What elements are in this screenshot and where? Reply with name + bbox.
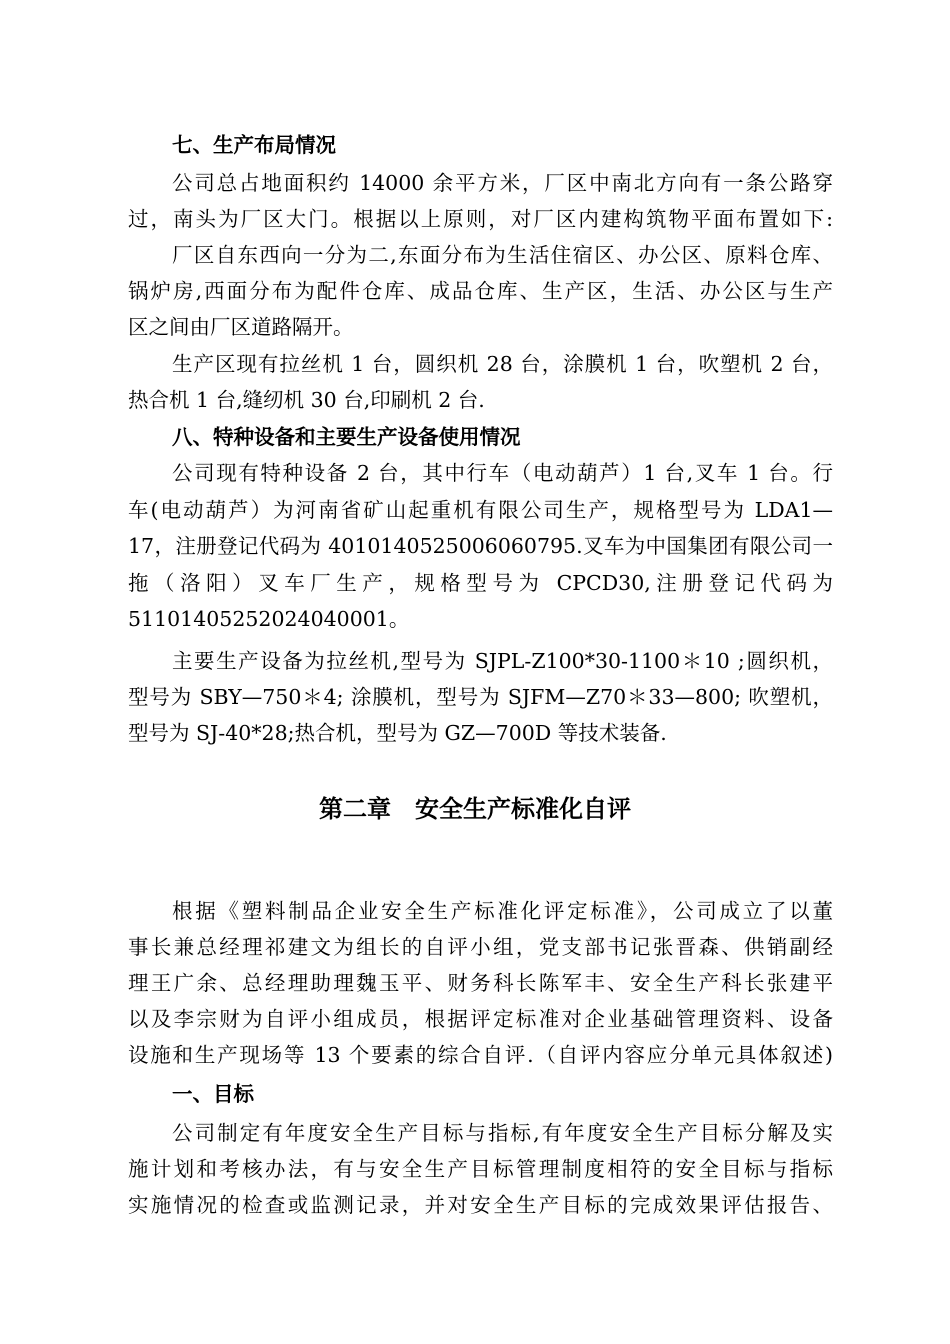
paragraph-line: 公司总占地面积约 14000 余平方米，厂区中南北方向有一条公路穿: [172, 171, 833, 195]
paragraph-line: 17，注册登记代码为 4010140525006060795.叉车为中国集团有限公司一: [128, 534, 833, 558]
paragraph-line: 公司制定有年度安全生产目标与指标,有年度安全生产目标分解及实: [172, 1121, 833, 1145]
paragraph-line: 型号为 SBY—750＊4; 涂膜机，型号为 SJFM—Z70＊33—800; 吹塑机，: [128, 685, 833, 709]
subsection-heading-goals: 一、目标: [172, 1082, 254, 1106]
section-heading-special-equipment: 八、特种设备和主要生产设备使用情况: [172, 425, 521, 449]
paragraph-line: 车(电动葫芦）为河南省矿山起重机有限公司生产，规格型号为 LDA1—: [128, 498, 833, 522]
chapter-title: 第二章 安全生产标准化自评: [319, 795, 631, 823]
paragraph-line: 区之间由厂区道路隔开。: [128, 315, 354, 339]
paragraph-line: 以及李宗财为自评小组成员，根据评定标准对企业基础管理资料、设备: [128, 1007, 833, 1031]
paragraph-line: 公司现有特种设备 2 台，其中行车（电动葫芦）1 台,叉车 1 台。行: [172, 461, 833, 485]
paragraph-line: 热合机 1 台,缝纫机 30 台,印刷机 2 台.: [128, 388, 485, 412]
paragraph-line: 实施情况的检查或监测记录，并对安全生产目标的完成效果评估报告、: [128, 1193, 833, 1217]
paragraph-line: 生产区现有拉丝机 1 台，圆织机 28 台，涂膜机 1 台，吹塑机 2 台，: [172, 352, 833, 376]
paragraph-line: 施计划和考核办法，有与安全生产目标管理制度相符的安全目标与指标: [128, 1157, 833, 1181]
paragraph-line: 51101405252024040001。: [128, 607, 410, 631]
paragraph-line: 锅炉房,西面分布为配件仓库、成品仓库、生产区，生活、办公区与生产: [128, 279, 833, 303]
paragraph-line: 设施和生产现场等 13 个要素的综合自评.（自评内容应分单元具体叙述): [128, 1043, 833, 1067]
paragraph-line: 型号为 SJ-40*28;热合机，型号为 GZ—700D 等技术装备.: [128, 721, 667, 745]
paragraph-line: 拖（洛阳）叉车厂生产，规格型号为 CPCD30,注册登记代码为: [128, 571, 833, 595]
paragraph-line: 理王广余、总经理助理魏玉平、财务科长陈军丰、安全生产科长张建平: [128, 971, 833, 995]
paragraph-line: 过，南头为厂区大门。根据以上原则，对厂区内建构筑物平面布置如下:: [128, 207, 833, 231]
section-heading-production-layout: 七、生产布局情况: [172, 133, 336, 157]
paragraph-line: 根据《塑料制品企业安全生产标准化评定标准》，公司成立了以董: [172, 899, 833, 923]
paragraph-line: 事长兼总经理祁建文为组长的自评小组，党支部书记张晋森、供销副经: [128, 935, 833, 959]
paragraph-line: 厂区自东西向一分为二,东面分布为生活住宿区、办公区、原料仓库、: [172, 243, 833, 267]
paragraph-line: 主要生产设备为拉丝机,型号为 SJPL-Z100*30-1100＊10 ;圆织机，: [172, 649, 833, 673]
